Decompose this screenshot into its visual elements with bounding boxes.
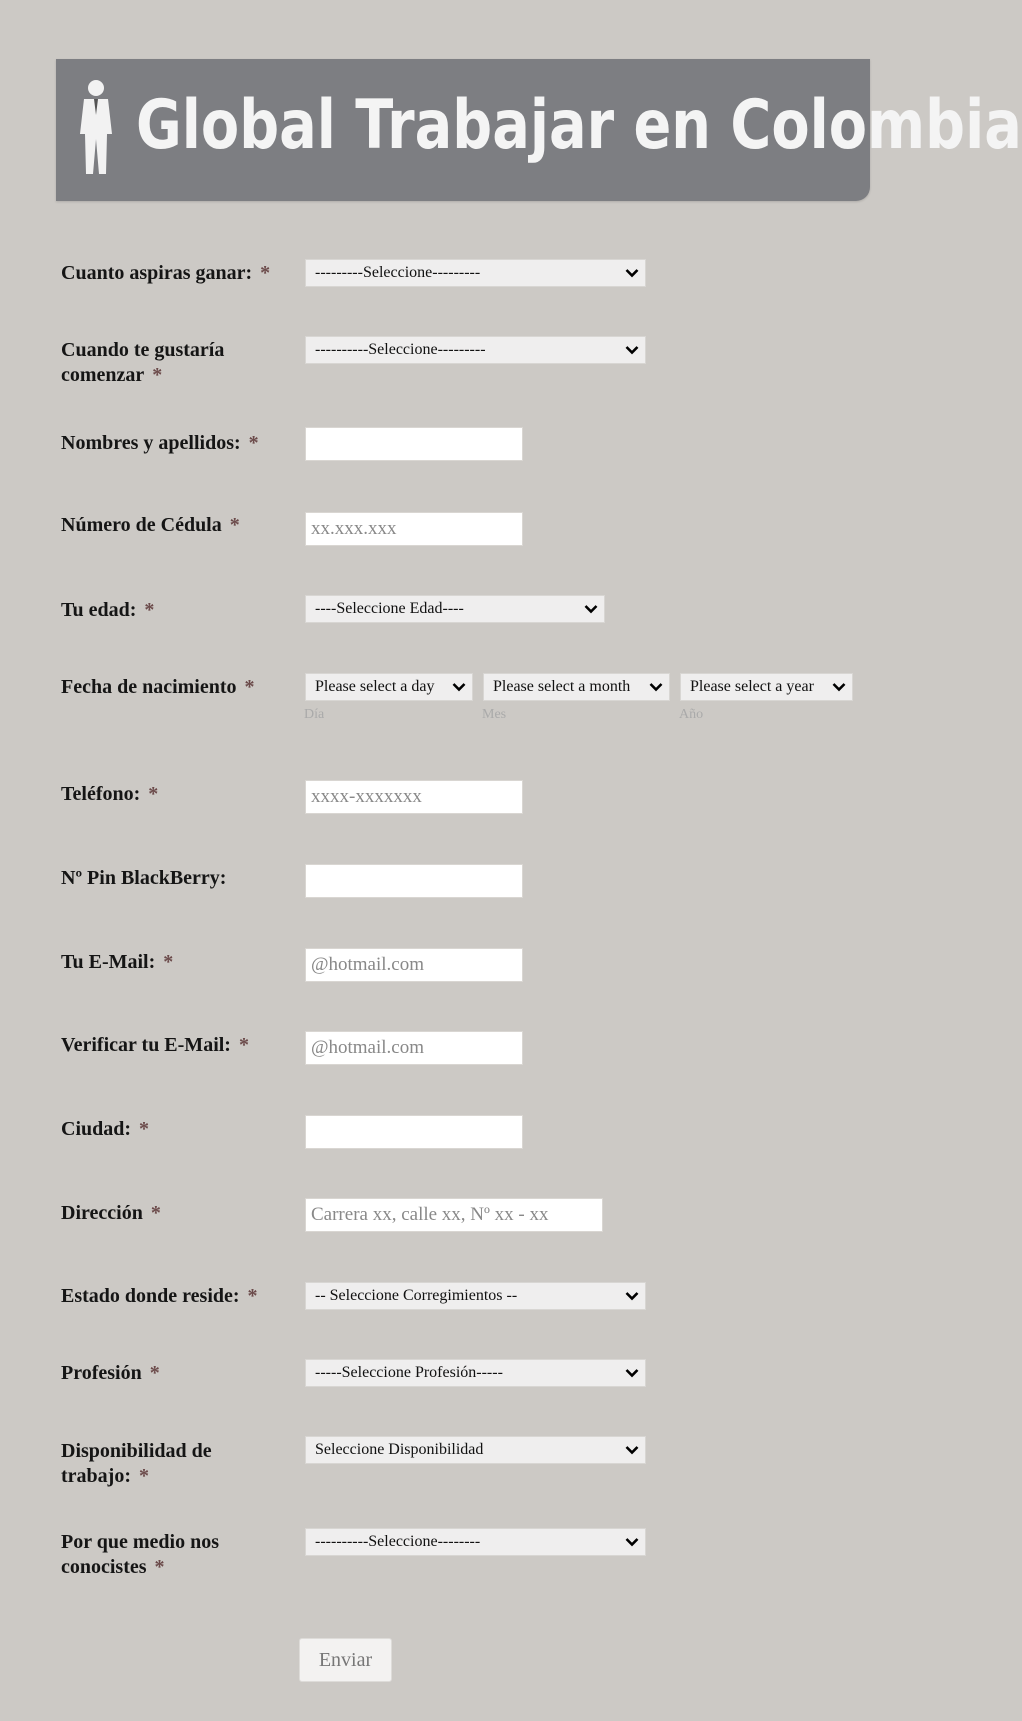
- email-label-text: Tu E-Mail:: [61, 951, 156, 973]
- businessman-icon: [74, 79, 118, 179]
- birth-month-value: Please select a month: [493, 678, 631, 695]
- phone-label: [61, 782, 291, 807]
- required-mark: *: [152, 364, 163, 386]
- email-verify-label: [61, 1033, 291, 1058]
- profession-select[interactable]: [305, 1359, 646, 1387]
- required-mark: *: [247, 1285, 258, 1307]
- salary-select-value: ---------Seleccione---------: [315, 264, 481, 281]
- state-label-text: Estado donde reside:: [61, 1285, 240, 1307]
- pin-label: [61, 866, 291, 891]
- birth-month-select[interactable]: [483, 673, 670, 701]
- name-label: [61, 431, 291, 456]
- submit-button[interactable]: Enviar: [299, 1638, 392, 1682]
- pin-input[interactable]: [305, 864, 523, 898]
- start-select-value: ----------Seleccione---------: [315, 341, 486, 358]
- required-mark: *: [260, 262, 271, 284]
- city-label-text: Ciudad:: [61, 1118, 132, 1140]
- email-verify-label-text: Verificar tu E-Mail:: [61, 1034, 231, 1056]
- start-select[interactable]: [305, 336, 646, 364]
- email-input[interactable]: @hotmail.com: [305, 948, 523, 982]
- cedula-label-text: Número de Cédula: [61, 514, 222, 536]
- required-mark: *: [248, 432, 259, 454]
- state-select[interactable]: [305, 1282, 646, 1310]
- availability-label: [61, 1439, 261, 1489]
- birth-year-value: Please select a year: [690, 678, 814, 695]
- birth-month-sublabel: Mes: [482, 707, 507, 722]
- email-verify-input[interactable]: @hotmail.com: [305, 1031, 523, 1065]
- birth-year-select[interactable]: [680, 673, 853, 701]
- city-input[interactable]: [305, 1115, 523, 1149]
- required-mark: *: [148, 783, 159, 805]
- required-mark: *: [150, 1202, 161, 1224]
- address-label-text: Dirección: [61, 1202, 143, 1224]
- required-mark: *: [144, 599, 155, 621]
- chevron-down-icon: [625, 1291, 639, 1301]
- age-select-value: ----Seleccione Edad----: [315, 600, 464, 617]
- cedula-label: [61, 513, 291, 538]
- required-mark: *: [139, 1118, 150, 1140]
- birth-year-sublabel: Año: [679, 707, 704, 722]
- chevron-down-icon: [584, 604, 598, 614]
- availability-select-value: Seleccione Disponibilidad: [315, 1441, 484, 1458]
- availability-label-text: Disponibilidad de trabajo:: [61, 1440, 212, 1487]
- name-input[interactable]: [305, 427, 523, 461]
- start-label: [61, 338, 261, 388]
- availability-select[interactable]: [305, 1436, 646, 1464]
- header-banner: [56, 59, 1022, 201]
- birth-day-sublabel: Día: [304, 707, 325, 722]
- age-label: [61, 598, 291, 623]
- birth-day-value: Please select a day: [315, 678, 435, 695]
- age-select[interactable]: [305, 595, 605, 623]
- phone-input[interactable]: xxxx-xxxxxxx: [305, 780, 523, 814]
- cedula-input[interactable]: xx.xxx.xxx: [305, 512, 523, 546]
- required-mark: *: [138, 1465, 149, 1487]
- salary-select[interactable]: [305, 259, 646, 287]
- chevron-down-icon: [625, 1368, 639, 1378]
- required-mark: *: [163, 951, 174, 973]
- required-mark: *: [154, 1556, 165, 1578]
- email-label: [61, 950, 291, 975]
- page-title: Global Trabajar en Colombia: [136, 86, 1022, 165]
- required-mark: *: [238, 1034, 249, 1056]
- start-label-text: Cuando te gustaría comenzar: [61, 339, 225, 386]
- chevron-down-icon: [625, 1445, 639, 1455]
- chevron-down-icon: [625, 1537, 639, 1547]
- birth-day-select[interactable]: [305, 673, 473, 701]
- chevron-down-icon: [832, 682, 846, 692]
- state-select-value: -- Seleccione Corregimientos --: [315, 1287, 518, 1304]
- address-label: [61, 1201, 291, 1226]
- required-mark: *: [244, 676, 255, 698]
- city-label: [61, 1117, 291, 1142]
- chevron-down-icon: [452, 682, 466, 692]
- salary-label: [61, 261, 291, 286]
- chevron-down-icon: [625, 268, 639, 278]
- salary-label-text: Cuanto aspiras ganar:: [61, 262, 253, 284]
- birthdate-label: [61, 675, 291, 700]
- pin-label-text: Nº Pin BlackBerry:: [61, 867, 227, 889]
- profession-label: [61, 1361, 291, 1386]
- referral-label: [61, 1530, 261, 1580]
- chevron-down-icon: [625, 345, 639, 355]
- required-mark: *: [229, 514, 240, 536]
- profession-label-text: Profesión: [61, 1362, 142, 1384]
- age-label-text: Tu edad:: [61, 599, 137, 621]
- chevron-down-icon: [649, 682, 663, 692]
- phone-label-text: Teléfono:: [61, 783, 141, 805]
- address-input[interactable]: Carrera xx, calle xx, Nº xx - xx: [305, 1198, 603, 1232]
- referral-select[interactable]: [305, 1528, 646, 1556]
- required-mark: *: [149, 1362, 160, 1384]
- birthdate-label-text: Fecha de nacimiento: [61, 676, 237, 698]
- profession-select-value: -----Seleccione Profesión-----: [315, 1364, 503, 1381]
- name-label-text: Nombres y apellidos:: [61, 432, 241, 454]
- referral-select-value: ----------Seleccione--------: [315, 1533, 481, 1550]
- state-label: [61, 1284, 291, 1309]
- referral-label-text: Por que medio nos conocistes: [61, 1531, 219, 1578]
